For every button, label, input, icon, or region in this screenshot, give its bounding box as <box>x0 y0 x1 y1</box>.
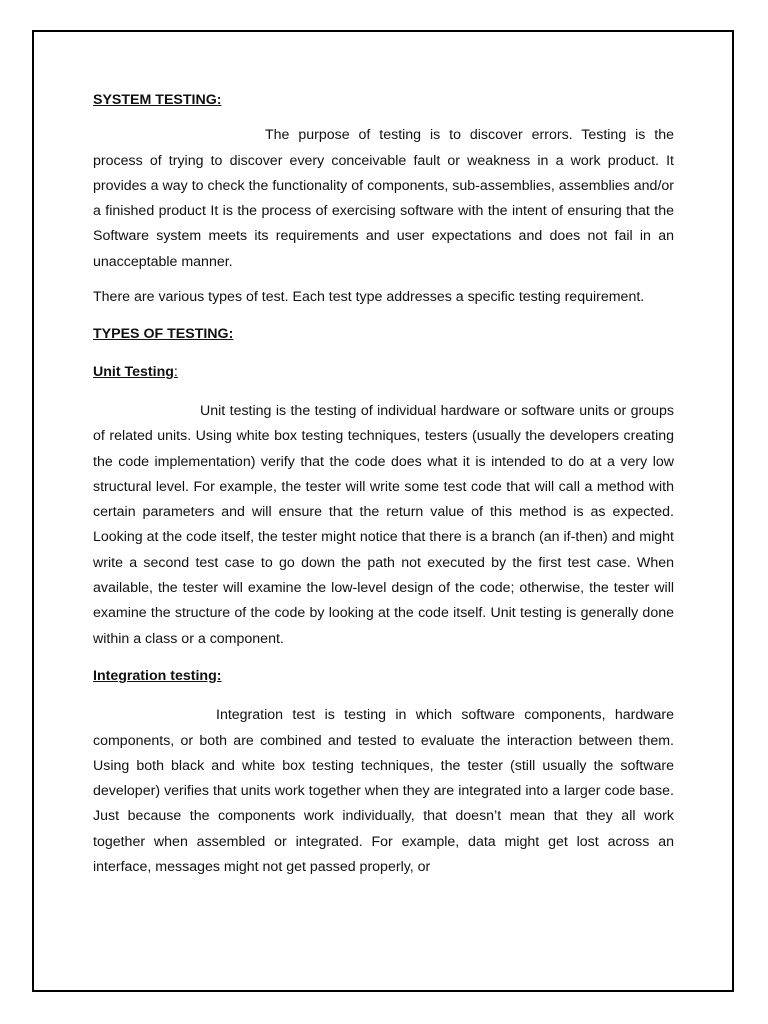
unit-testing-heading-colon: : <box>173 363 178 380</box>
unit-testing-heading <box>93 360 674 385</box>
document-body <box>93 88 674 890</box>
unit-testing-paragraph: Unit testing is the testing of individual hardware or software units or groups of related units. Using white box testing techniques, testers (usually the developers creating the code implementation) verify that the code does what it is intended to do at a very low structural level. For example, the tester will write some test code that will call a method with certain parameters and will ensure that the return value of this method is as expected. Looking at the code itself, the tester might notice that there is a branch (an if-then) and might write a second test case to go down the path not executed by the first test case. When available, the tester will examine the low-level design of the code; otherwise, the tester will examine the structure of the code by looking at the code itself. Unit testing is generally done within a class or a component. <box>93 402 674 647</box>
unit-testing-heading-text: Unit Testing <box>93 363 174 380</box>
integration-testing-heading: Integration testing: <box>93 667 222 684</box>
integration-testing-paragraph: Integration test is testing in which software components, hardware components, or both are combined and tested to evaluate the interaction between them. Using both black and white box testing techniques, the tester (still usually the software developer) verifies that units work together when they are integrated into a larger code base. Just because the components work individually, that doesn’t mean that they all work together when assembled or integrated. For example, data might get lost across an interface, messages might not get passed properly, or <box>93 707 674 876</box>
system-testing-heading: SYSTEM TESTING: <box>93 92 222 108</box>
types-of-testing-heading: TYPES OF TESTING: <box>93 326 234 343</box>
system-testing-paragraph: The purpose of testing is to discover errors. Testing is the process of trying to discover every conceivable fault or weakness in a work product. It provides a way to check the functionality of components, sub-assemblies, assemblies and/or a finished product It is the process of exercising software with the intent of ensuring that the Software system meets its requirements and user expectations and does not fail in an unacceptable manner. <box>93 127 674 270</box>
test-types-paragraph: There are various types of test. Each test type addresses a specific testing requirement. <box>93 289 645 306</box>
